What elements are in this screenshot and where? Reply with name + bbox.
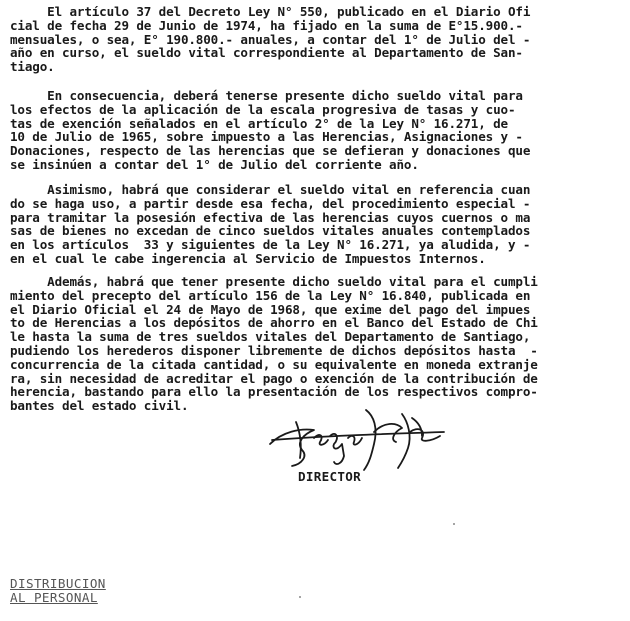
text-line: Donaciones, respecto de las herencias que se defieran y donaciones que xyxy=(10,143,531,159)
text-line: herencia, bastando para ello la presentación de los respectivos compro- xyxy=(10,384,538,400)
text-line: tiago. xyxy=(10,59,55,75)
text-line: se insinúen a contar del 1° de Julio del corriente año. xyxy=(10,156,419,172)
paragraph-3 xyxy=(10,183,622,266)
text-line: do se haga uso, a partir desde esa fecha, del procedimiento especial - xyxy=(10,195,531,211)
signatory-title: DIRECTOR xyxy=(298,469,362,484)
text-line: Además, habrá que tener presente dicho sueldo vital para el cumpli xyxy=(10,274,538,289)
text-line: sas de bienes no excedan de cinco sueldos vitales anuales contemplados xyxy=(10,223,531,239)
text-line: para tramitar la posesión efectiva de las herencias cuyos cuernos o ma xyxy=(10,209,531,225)
text-line: bantes del estado civil. xyxy=(10,398,189,414)
scan-speck xyxy=(299,596,301,598)
text-line: tas de exención señalados en el artículo 2° de la Ley N° 16.271, de xyxy=(10,115,508,131)
text-line: En consecuencia, deberá tenerse presente dicho sueldo vital para xyxy=(10,88,523,103)
text-line: le hasta la suma de tres sueldos vitales del Departamento de Santiago, xyxy=(10,329,531,345)
paragraph-1 xyxy=(10,5,622,74)
text-line: en los artículos 33 y siguientes de la Ley N° 16.271, ya aludida, y - xyxy=(10,237,531,253)
text-line: el Diario Oficial el 24 de Mayo de 1968, que exime del pago del impues xyxy=(10,301,531,317)
text-line: to de Herencias a los depósitos de ahorro en el Banco del Estado de Chi xyxy=(10,315,538,331)
text-line: cial de fecha 29 de Junio de 1974, ha fijado en la suma de E°15.900.- xyxy=(10,17,523,33)
text-line: año en curso, el sueldo vital correspondiente al Departamento de San- xyxy=(10,45,523,61)
handwritten-signature xyxy=(262,392,452,474)
scan-speck xyxy=(453,523,455,525)
text-line: Asimismo, habrá que considerar el sueldo vital en referencia cuan xyxy=(10,182,531,197)
distribution-line: DISTRIBUCION xyxy=(10,576,106,591)
text-line: los efectos de la aplicación de la escala progresiva de tasas y cuo- xyxy=(10,101,516,117)
paragraph-2 xyxy=(10,89,622,172)
text-line: ra, sin necesidad de acreditar el pago o exención de la contribución de xyxy=(10,370,538,386)
text-line: miento del precepto del artículo 156 de la Ley N° 16.840, publicada en xyxy=(10,287,531,303)
text-line: mensuales, o sea, E° 190.800.- anuales, a contar del 1° de Julio del - xyxy=(10,31,531,47)
text-line: en el cual le cabe ingerencia al Servicio de Impuestos Internos. xyxy=(10,250,486,266)
distribution-note xyxy=(10,577,106,604)
text-line: pudiendo los herederos disponer libremente de dichos depósitos hasta - xyxy=(10,342,538,358)
text-line: concurrencia de la citada cantidad, o su equivalente en moneda extranje xyxy=(10,356,538,372)
text-line: 10 de Julio de 1965, sobre impuesto a las Herencias, Asignaciones y - xyxy=(10,129,523,145)
text-line: El artículo 37 del Decreto Ley N° 550, publicado en el Diario Ofi xyxy=(10,4,531,19)
distribution-line: AL PERSONAL xyxy=(10,589,98,605)
